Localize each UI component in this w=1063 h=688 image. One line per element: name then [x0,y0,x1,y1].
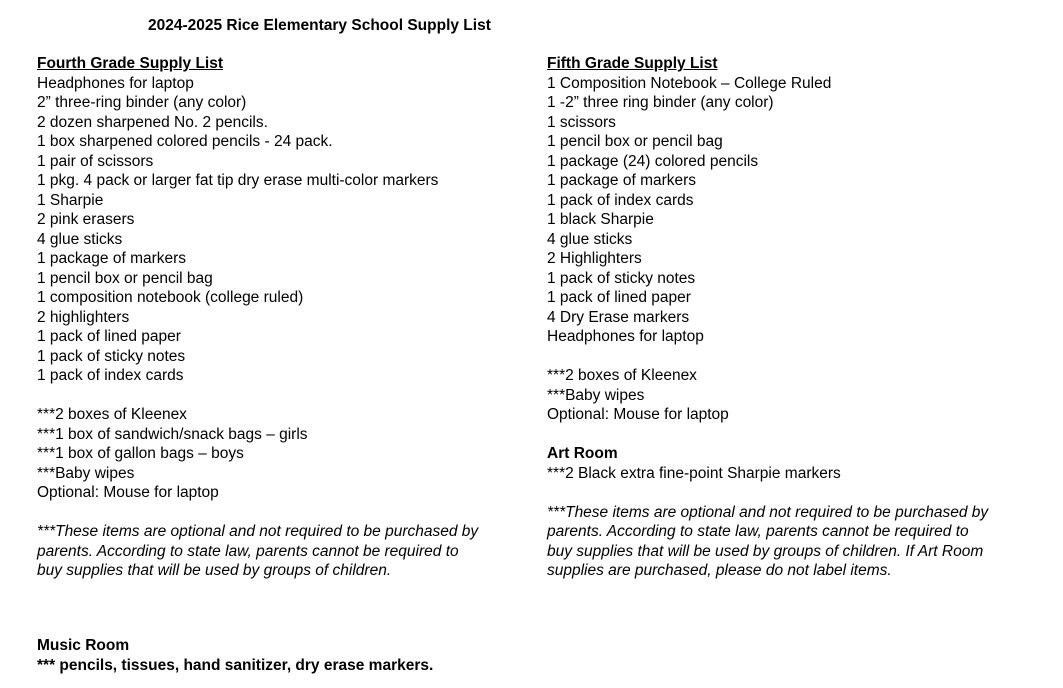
spacer [547,425,1052,445]
fourth-grade-supply-item: 4 glue sticks [37,230,123,248]
music-room-section [37,636,433,675]
disclaimer-line: buy supplies that will be used by groups of children. If Art Room [547,542,984,560]
fourth-grade-supply-item: 1 composition notebook (college ruled) [37,289,304,306]
music-room-note: *** pencils, tissues, hand sanitizer, dry erase markers. [37,656,434,674]
fifth-grade-optional-items [547,366,1052,425]
disclaimer-line: supplies are purchased, please do not label items. [547,562,892,579]
fifth-grade-optional-item: Optional: Mouse for laptop [547,406,729,423]
fourth-grade-supply-item: 2 highlighters [37,308,130,326]
fourth-grade-optional-item: ***1 box of gallon bags – boys [37,445,244,462]
fourth-grade-disclaimer [37,522,547,581]
fifth-grade-supply-item: 2 Highlighters [547,250,642,267]
fifth-grade-disclaimer [547,503,1052,581]
fourth-grade-supply-item: 2 dozen sharpened No. 2 pencils. [37,113,268,131]
fifth-grade-supply-item: 1 scissors [547,113,616,131]
fifth-grade-supply-item: 1 -2” three ring binder (any color) [547,94,774,111]
fourth-grade-optional-item: ***1 box of sandwich/snack bags – girls [37,425,308,443]
fourth-grade-supply-item: 1 pack of sticky notes [37,347,186,365]
fourth-grade-supply-item: 1 box sharpened colored pencils - 24 pack. [37,133,333,150]
fifth-grade-supply-item: 1 pack of index cards [547,191,694,209]
spacer [37,503,547,523]
fifth-grade-supply-item: 1 Composition Notebook – College Ruled [547,74,832,92]
fifth-grade-supply-item: 4 Dry Erase markers [547,308,690,326]
fourth-grade-supply-item: 2” three-ring binder (any color) [37,94,247,111]
fourth-grade-items [37,74,547,386]
music-room-heading: Music Room [37,637,130,654]
fifth-grade-supply-item: Headphones for laptop [547,328,704,345]
spacer [37,386,547,406]
art-room-item: ***2 Black extra fine-point Sharpie markers [547,464,841,482]
fourth-grade-supply-item: 2 pink erasers [37,211,135,228]
fourth-grade-supply-item: 1 package of markers [37,250,187,267]
disclaimer-line: buy supplies that will be used by groups of children. [37,562,392,579]
fifth-grade-supply-item: 1 pack of sticky notes [547,269,696,287]
fifth-grade-supply-item: 1 package of markers [547,172,697,189]
fourth-grade-supply-item: 1 pencil box or pencil bag [37,269,213,287]
fifth-grade-supply-item: 1 pencil box or pencil bag [547,133,723,150]
fourth-grade-supply-item: 1 pair of scissors [37,152,154,170]
fifth-grade-items [547,74,1052,347]
art-room-items [547,464,1052,484]
document-title: 2024-2025 Rice Elementary School Supply List [148,17,491,34]
art-room-heading: Art Room [547,445,618,462]
fifth-grade-supply-item: 4 glue sticks [547,230,633,248]
fifth-grade-column [547,54,1052,581]
fifth-grade-supply-item: 1 package (24) colored pencils [547,152,759,170]
fourth-grade-supply-item: 1 Sharpie [37,191,104,209]
fifth-grade-supply-item: 1 pack of lined paper [547,289,691,306]
fourth-grade-supply-item: 1 pack of index cards [37,367,184,384]
fifth-grade-supply-item: 1 black Sharpie [547,211,654,228]
supply-list-columns [37,54,1052,581]
disclaimer-line: ***These items are optional and not required to be purchased by [547,503,989,521]
spacer [547,483,1052,503]
fourth-grade-supply-item: 1 pack of lined paper [37,328,181,345]
fourth-grade-supply-item: Headphones for laptop [37,74,194,92]
fifth-grade-heading: Fifth Grade Supply List [547,55,718,72]
fourth-grade-column [37,54,547,581]
disclaimer-line: parents. According to state law, parents cannot be required to [547,523,969,540]
fifth-grade-optional-item: ***2 boxes of Kleenex [547,367,697,384]
disclaimer-line: ***These items are optional and not required to be purchased by [37,523,479,540]
fourth-grade-supply-item: 1 pkg. 4 pack or larger fat tip dry erase multi-color markers [37,172,439,189]
fourth-grade-optional-items [37,405,547,503]
disclaimer-line: parents. According to state law, parents cannot be required to [37,542,459,560]
spacer [547,347,1052,367]
fourth-grade-optional-item: ***2 boxes of Kleenex [37,406,187,423]
fourth-grade-optional-item: ***Baby wipes [37,464,135,482]
fourth-grade-heading: Fourth Grade Supply List [37,55,224,72]
fourth-grade-optional-item: Optional: Mouse for laptop [37,484,219,501]
fifth-grade-optional-item: ***Baby wipes [547,386,645,404]
